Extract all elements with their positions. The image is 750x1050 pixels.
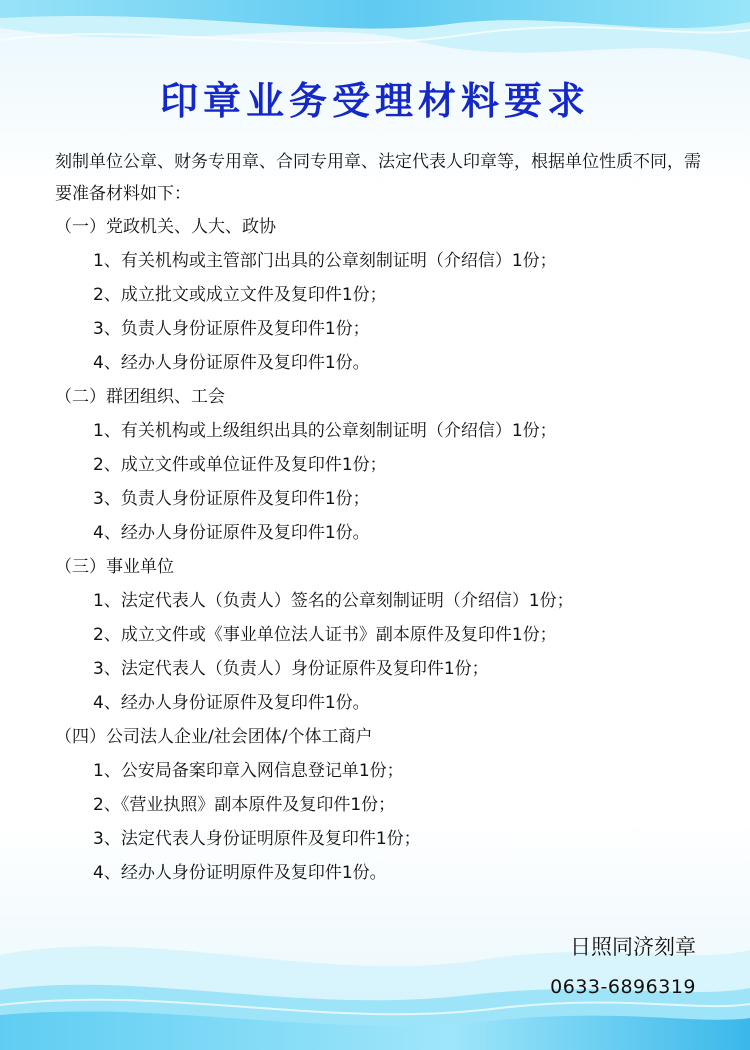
list-item: 4、经办人身份证原件及复印件1份。	[93, 353, 370, 373]
list-item: 2、成立文件或《事业单位法人证书》副本原件及复印件1份；	[93, 625, 557, 645]
section-title: （二）群团组织、工会	[55, 387, 225, 407]
list-item: 4、经办人身份证原件及复印件1份。	[93, 693, 370, 713]
list-item: 3、法定代表人身份证明原件及复印件1份；	[93, 829, 421, 849]
section-2	[55, 380, 705, 550]
list-item: 3、负责人身份证原件及复印件1份；	[93, 489, 370, 509]
list-item: 2、成立文件或单位证件及复印件1份；	[93, 455, 387, 475]
section-4	[55, 720, 705, 890]
footer-contact	[550, 930, 696, 1004]
list-item: 1、有关机构或上级组织出具的公章刻制证明（介绍信）1份；	[93, 421, 557, 441]
section-3	[55, 550, 705, 720]
list-item: 2、《营业执照》副本原件及复印件1份；	[93, 795, 396, 815]
list-item: 2、成立批文或成立文件及复印件1份；	[93, 285, 387, 305]
list-item: 1、法定代表人（负责人）签名的公章刻制证明（介绍信）1份；	[93, 591, 574, 611]
section-title: （四）公司法人企业/社会团体/个体工商户	[55, 727, 373, 747]
list-item: 3、法定代表人（负责人）身份证原件及复印件1份；	[93, 659, 489, 679]
section-title: （一）党政机关、人大、政协	[55, 217, 276, 237]
list-item: 4、经办人身份证原件及复印件1份。	[93, 523, 370, 543]
page-title: 印章业务受理材料要求	[159, 79, 590, 123]
company-name: 日照同济刻章	[570, 935, 696, 959]
list-item: 3、负责人身份证原件及复印件1份；	[93, 319, 370, 339]
requirements-list	[55, 210, 705, 890]
list-item: 4、经办人身份证明原件及复印件1份。	[93, 863, 387, 883]
intro-paragraph: 刻制单位公章、财务专用章、合同专用章、法定代表人印章等，根据单位性质不同，需要准备材料如下：	[55, 152, 701, 204]
section-title: （三）事业单位	[55, 557, 174, 577]
section-1	[55, 210, 705, 380]
phone-number: 0633-6896319	[550, 976, 696, 998]
list-item: 1、公安局备案印章入网信息登记单1份；	[93, 761, 404, 781]
list-item: 1、有关机构或主管部门出具的公章刻制证明（介绍信）1份；	[93, 251, 557, 271]
